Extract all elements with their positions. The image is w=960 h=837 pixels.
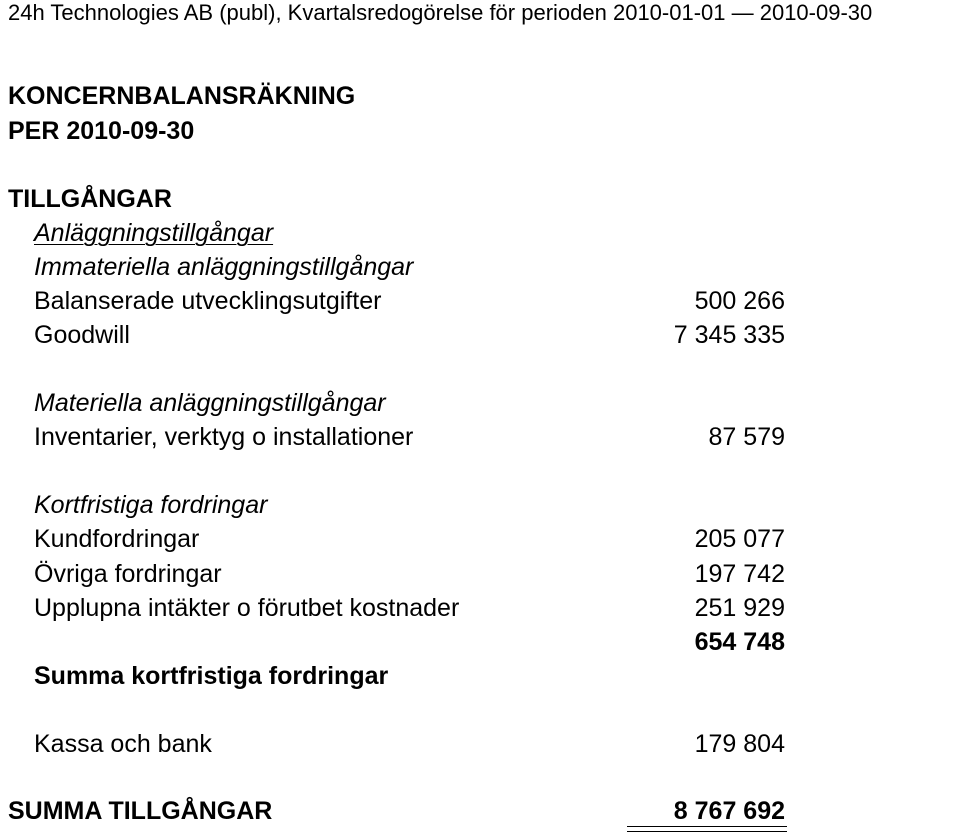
row-value: 197 742	[694, 560, 785, 588]
row-label: Kundfordringar	[34, 525, 200, 553]
group-heading-materiella: Materiella anläggningstillgångar	[34, 389, 386, 417]
row-label: Balanserade utvecklingsutgifter	[34, 287, 382, 315]
subtotal-value: 654 748	[694, 628, 785, 656]
section-heading-tillgangar: TILLGÅNGAR	[8, 185, 172, 213]
report-title: KONCERNBALANSRÄKNING	[8, 82, 356, 110]
row-label: Kassa och bank	[34, 730, 212, 758]
row-value: 205 077	[694, 525, 785, 553]
subtotal-label: Summa kortfristiga fordringar	[34, 662, 389, 690]
row-label: Upplupna intäkter o förutbet kostnader	[34, 594, 460, 622]
row-value: 179 804	[694, 730, 785, 758]
row-value: 87 579	[708, 423, 785, 451]
subheading-anlaggningstillgangar: Anläggningstillgångar	[34, 219, 274, 247]
row-label: Goodwill	[34, 321, 130, 349]
total-underline-bottom	[627, 831, 787, 832]
report-date: PER 2010-09-30	[8, 117, 195, 145]
group-heading-immateriella: Immateriella anläggningstillgångar	[34, 253, 414, 281]
group-heading-kortfristiga: Kortfristiga fordringar	[34, 491, 268, 519]
total-label: SUMMA TILLGÅNGAR	[8, 797, 273, 825]
row-label: Inventarier, verktyg o installationer	[34, 423, 414, 451]
total-value: 8 767 692	[673, 797, 785, 825]
total-underline-top	[627, 826, 787, 827]
row-value: 7 345 335	[673, 321, 785, 349]
row-value: 251 929	[694, 594, 785, 622]
page-header: 24h Technologies AB (publ), Kvartalsredogörelse för perioden 2010-01-01 — 2010-09-30	[8, 0, 873, 25]
row-value: 500 266	[694, 287, 785, 315]
row-label: Övriga fordringar	[34, 560, 222, 588]
